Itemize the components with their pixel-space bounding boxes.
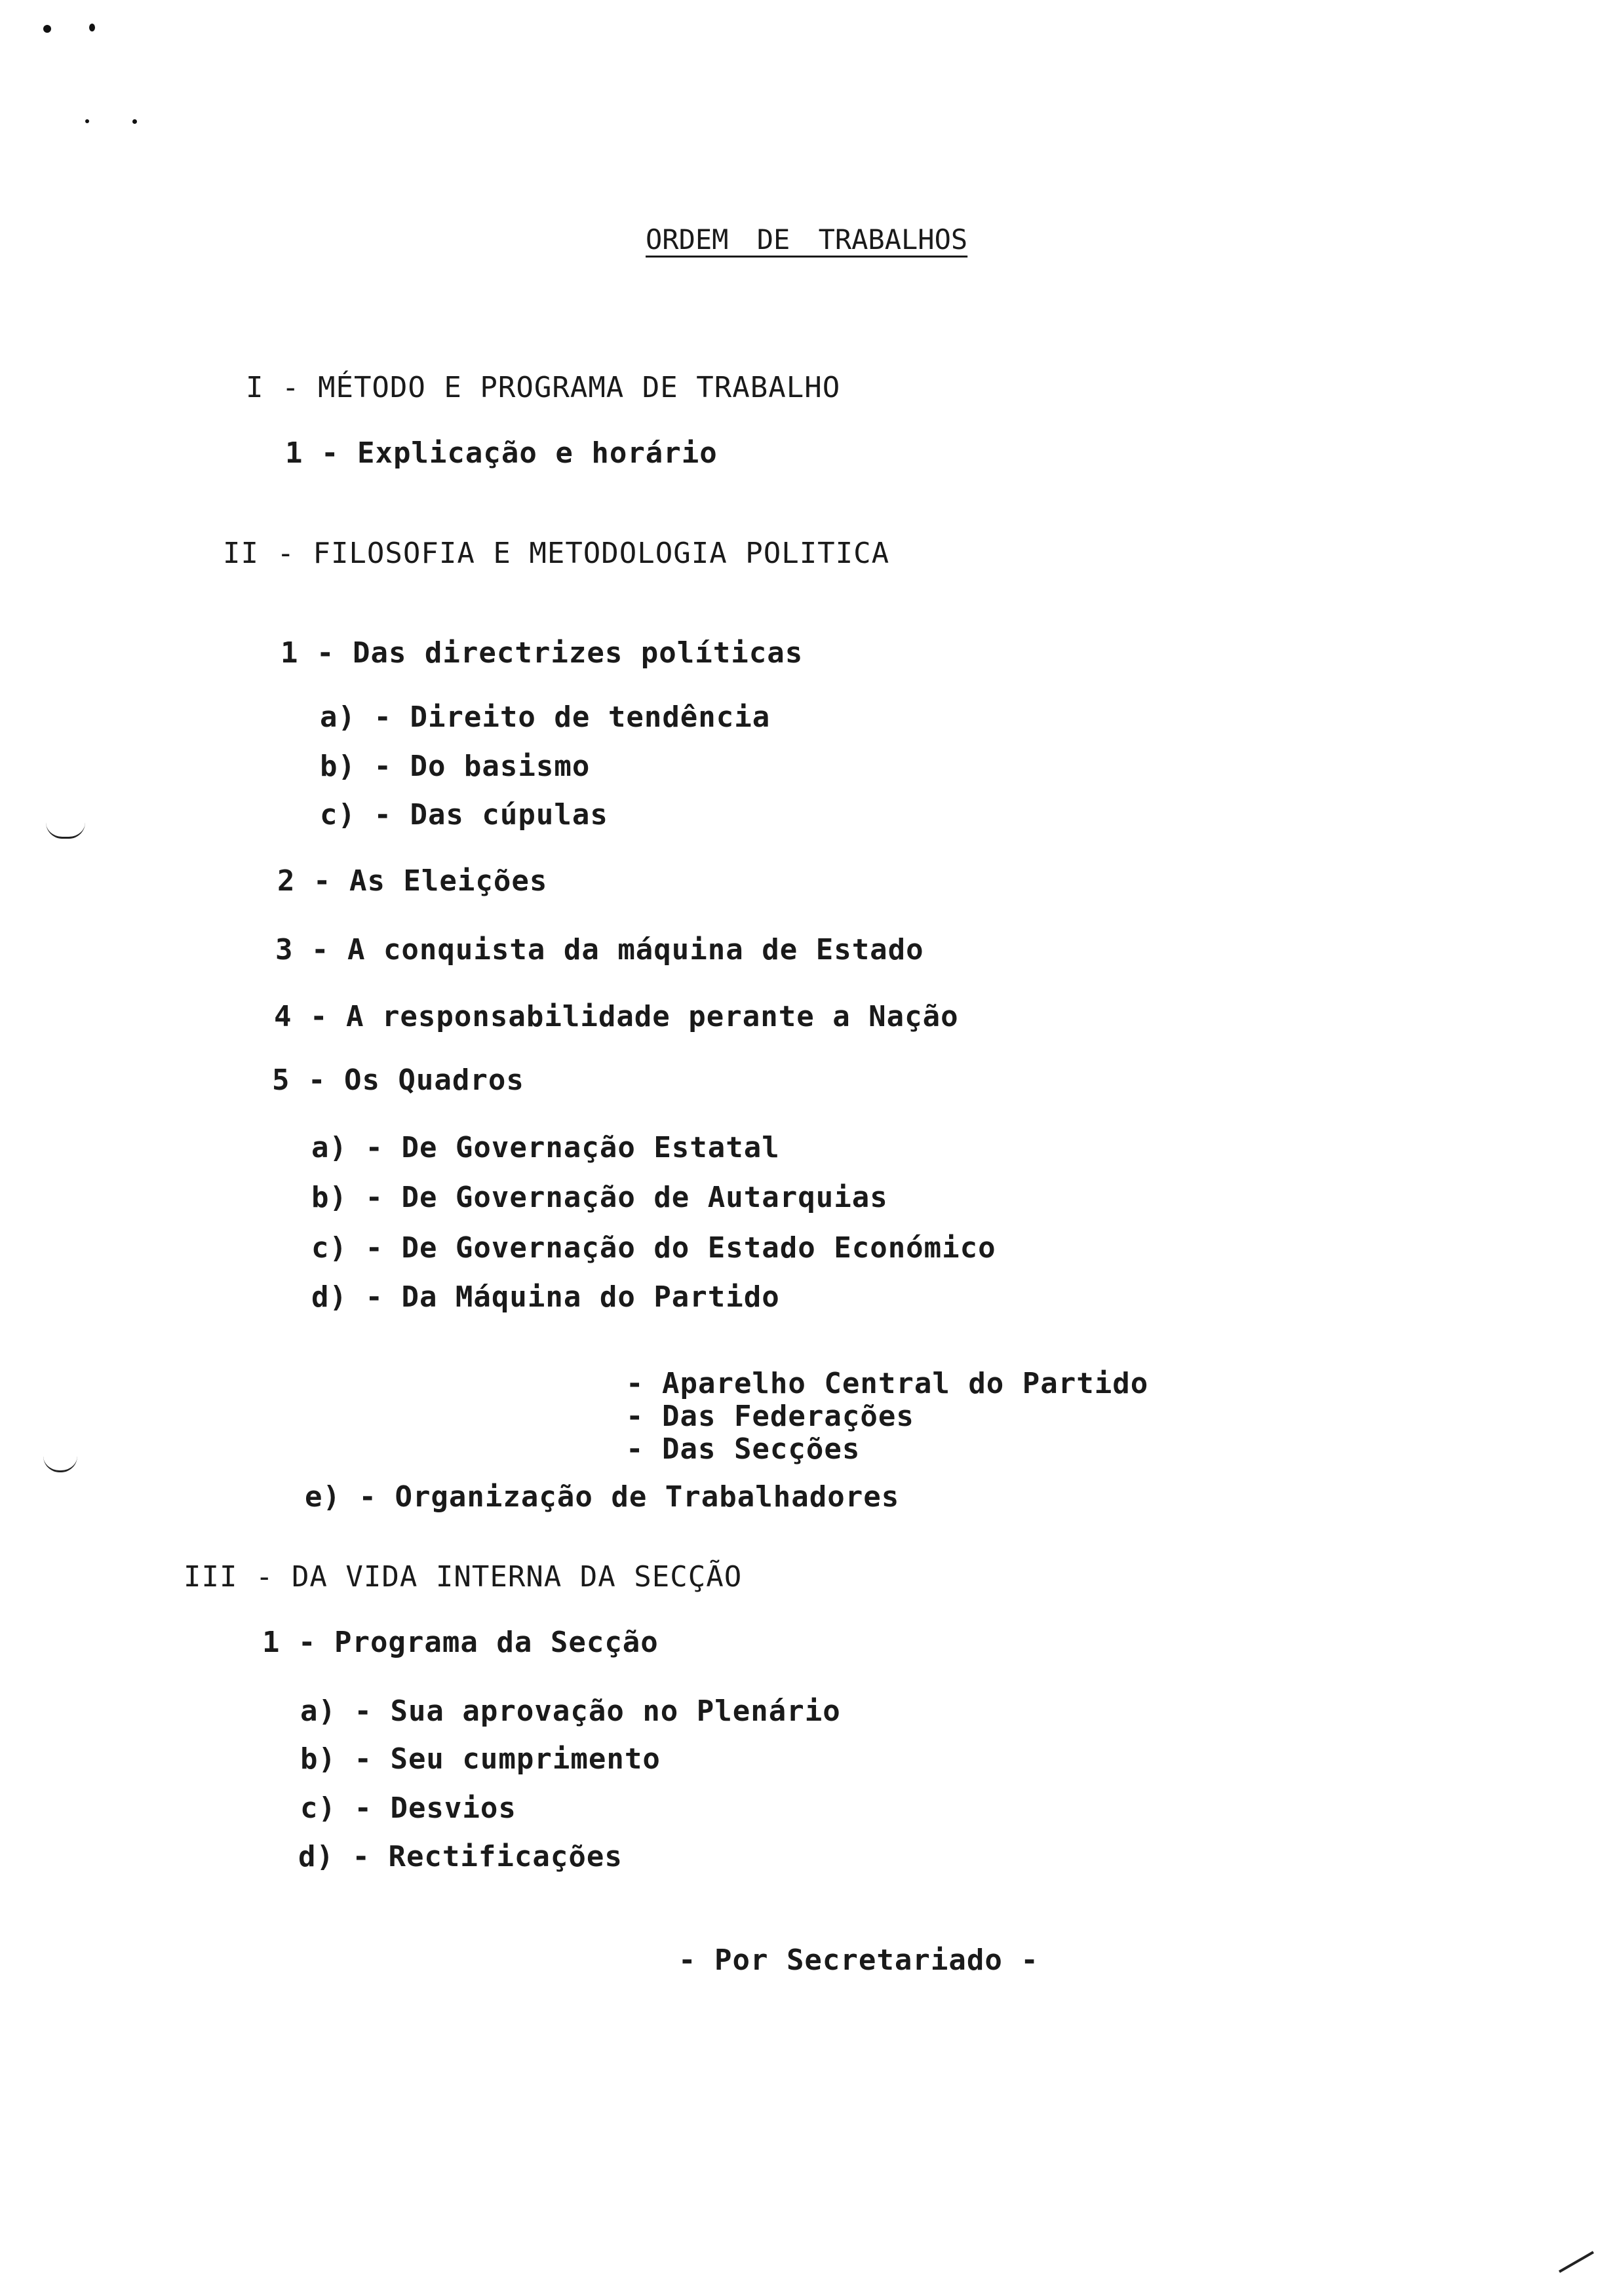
list-item: 1 - Programa da Secção	[262, 1626, 659, 1659]
sub-item: a) - Direito de tendência	[320, 700, 771, 734]
margin-tick-mark	[46, 822, 85, 839]
sub-item: a) - Sua aprovação no Plenário	[300, 1694, 841, 1728]
list-item: 2 - As Eleições	[277, 864, 548, 898]
margin-mark	[89, 24, 95, 31]
sub-item: d) - Da Máquina do Partido	[311, 1280, 780, 1314]
margin-mark	[85, 119, 89, 123]
nested-item: - Das Federações	[626, 1400, 914, 1433]
section-heading: II - FILOSOFIA E METODOLOGIA POLITICA	[223, 537, 890, 570]
list-item: 5 - Os Quadros	[272, 1063, 524, 1097]
nested-item: - Aparelho Central do Partido	[626, 1367, 1149, 1400]
sub-item: b) - Seu cumprimento	[300, 1742, 661, 1776]
margin-mark	[43, 25, 51, 33]
corner-mark	[1559, 2251, 1594, 2272]
nested-item: - Das Secções	[626, 1432, 861, 1466]
list-item: 1 - Explicação e horário	[285, 436, 718, 470]
list-item: 1 - Das directrizes políticas	[281, 636, 804, 670]
sub-item: c) - De Governação do Estado Económico	[311, 1231, 996, 1265]
section-heading: I - MÉTODO E PROGRAMA DE TRABALHO	[246, 371, 841, 404]
sub-item: a) - De Governação Estatal	[311, 1131, 780, 1164]
margin-mark	[132, 119, 137, 124]
list-item: 3 - A conquista da máquina de Estado	[275, 933, 924, 966]
list-item: 4 - A responsabilidade perante a Nação	[274, 1000, 959, 1033]
sub-item: e) - Organização de Trabalhadores	[305, 1480, 900, 1514]
signature: - Por Secretariado -	[678, 1943, 1039, 1977]
margin-tick-mark	[43, 1456, 77, 1472]
section-heading: III - DA VIDA INTERNA DA SECÇÃO	[184, 1560, 743, 1594]
document-title: ORDEM DE TRABALHOS	[646, 223, 968, 256]
sub-item: c) - Das cúpulas	[320, 798, 608, 832]
sub-item: b) - De Governação de Autarquias	[311, 1181, 888, 1214]
sub-item: c) - Desvios	[300, 1791, 516, 1825]
sub-item: b) - Do basismo	[320, 750, 591, 783]
sub-item: d) - Rectificações	[298, 1840, 623, 1873]
